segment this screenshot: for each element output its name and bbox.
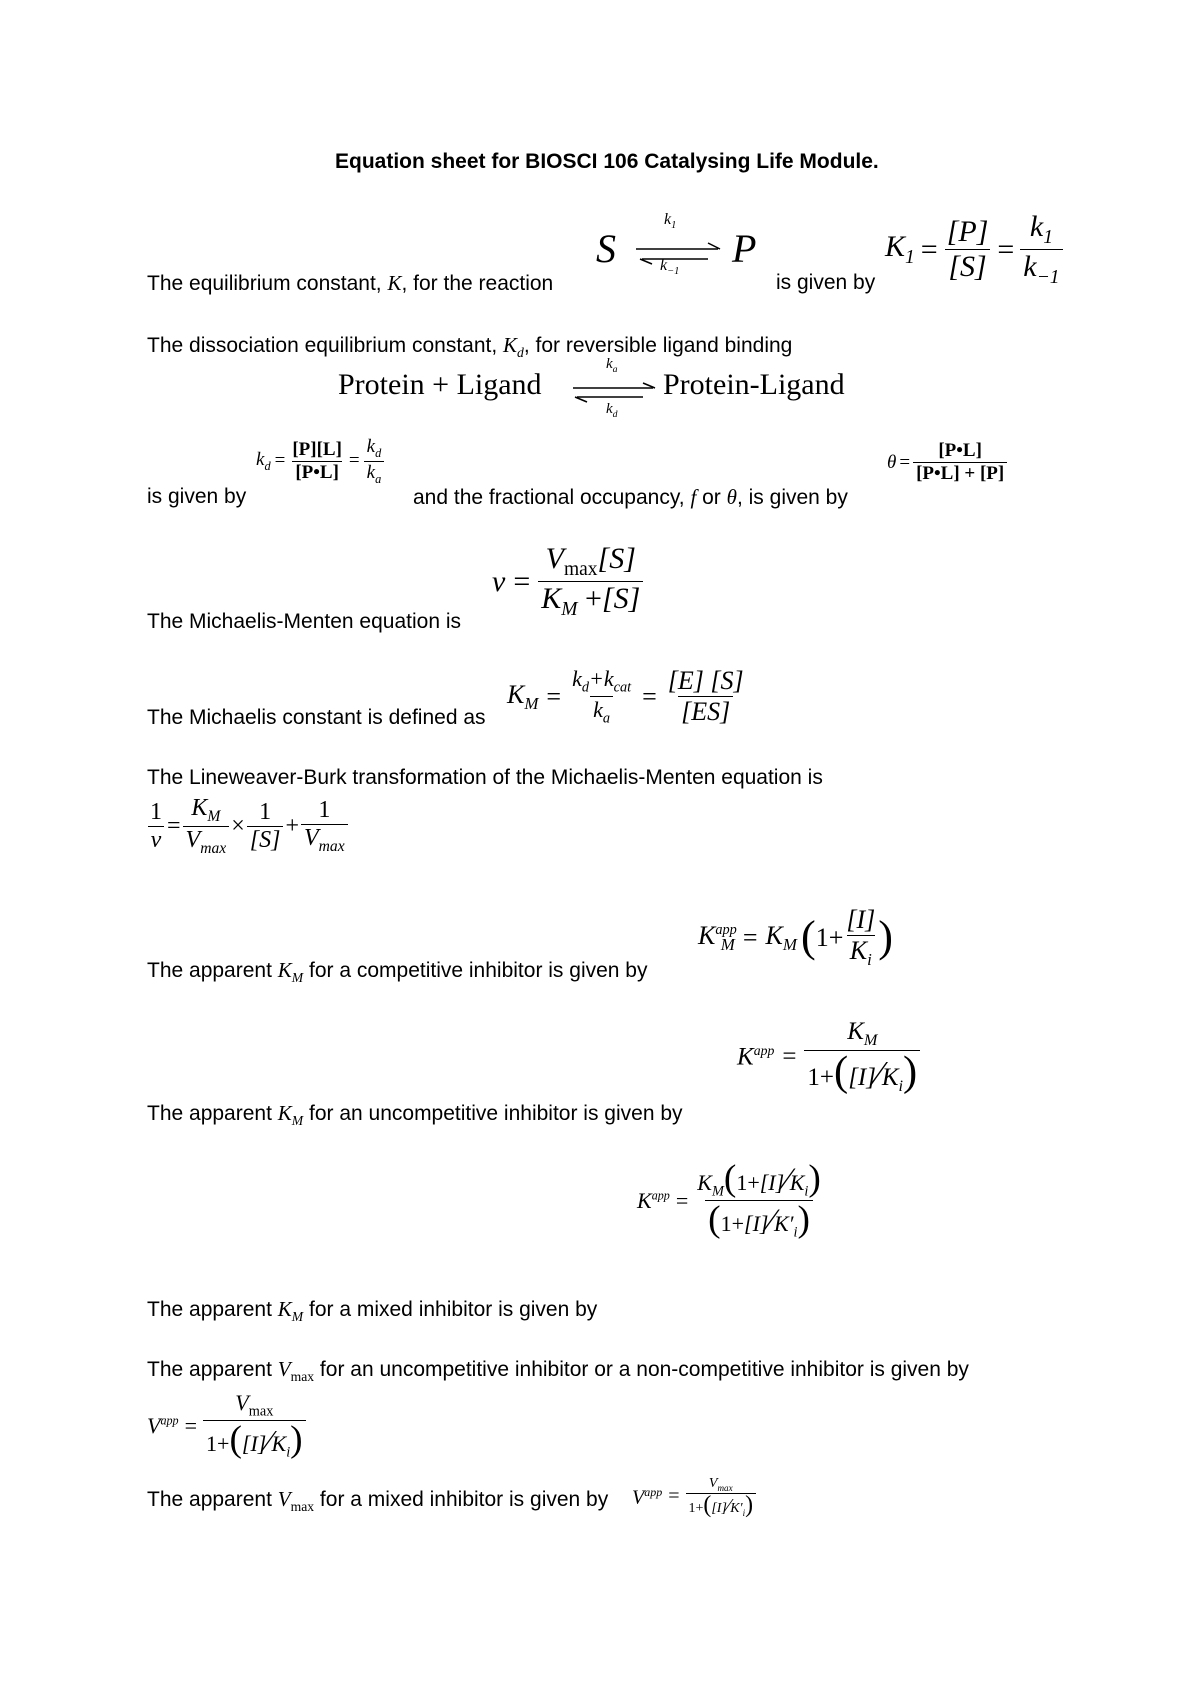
- mixed-equation: $K^{app}$ = $\frac{K_M(1+[I]⁄K_i)}{(1+[I]⁄K'_i)}$: [637, 1158, 821, 1241]
- lineweaver-label: The Lineweaver-Burk transformation of the Michaelis-Menten equation is: [147, 766, 823, 789]
- vmax-uncompetitive-text: The apparent $V_{max}$ for an uncompetitive inhibitor or a non-competitive inhibitor is given by: [147, 1357, 969, 1385]
- km1-label: $k_{-1}$: [660, 257, 680, 278]
- competitive-text: The apparent $K_M$ for a competitive inhibitor is given by: [147, 958, 648, 986]
- equilibrium-text: [147, 271, 553, 296]
- reactant-s: S: [596, 226, 616, 271]
- uncompetitive-equation: $K^{app}$ = $\frac{K_M}{1+([I]⁄K_i)}$: [737, 1018, 920, 1096]
- k-symbol: K: [387, 271, 402, 295]
- uncompetitive-text: The apparent $K_M$ for an uncompetitive inhibitor is given by: [147, 1101, 683, 1129]
- fractional-text: and the fractional occupancy, f or θ, is given by: [413, 485, 848, 509]
- vmax-mixed-text: The apparent $V_{max}$ for a mixed inhibitor is given by: [147, 1487, 609, 1515]
- equilibrium-mid: , for the reaction: [401, 272, 554, 295]
- theta-equation: θ = $\frac{[P•L]}{[P•L] + [P]}$: [887, 440, 1007, 485]
- mixed-text: The apparent $K_M$ for a mixed inhibitor is given by: [147, 1297, 598, 1325]
- protein-ligand-left: Protein + Ligand: [338, 368, 542, 401]
- is-given-by-1: is given by: [776, 271, 876, 294]
- k1-equation: $K_1$ = $\frac{[P]}{[S]}$ = $\frac{k_1}{k_{-1}}$: [885, 210, 1063, 289]
- ka-label: $k_a$: [606, 356, 618, 375]
- competitive-equation: $K^{app}_M$ = $K_M$ ( 1 + $\frac{[I]}{K_i}$ ): [698, 905, 893, 970]
- page-title: Equation sheet for BIOSCI 106 Catalysing Life Module.: [335, 150, 879, 173]
- kd-equation: $k_d$ = $\frac{[P][L]}{[P•L]}$ = $\frac{k_d}{k_a}$: [256, 436, 384, 487]
- vmax-uncompetitive-equation: $V^{app}$ = $\frac{V_{max}}{1+([I]⁄K_i)}$: [147, 1390, 306, 1462]
- dissociation-text: The dissociation equilibrium constant, $K_d$, for reversible ligand binding: [147, 333, 793, 361]
- reaction-s-p: [596, 211, 766, 285]
- mm-equation-label: The Michaelis-Menten equation is: [147, 610, 461, 633]
- mm-constant-label: The Michaelis constant is defined as: [147, 706, 486, 729]
- km-definition: $K_M$ = $\frac{k_d+k_{cat}}{k_a}$ = $\frac{[E] [S]}{[ES]}$: [507, 666, 744, 727]
- kd-label: $k_d$: [606, 401, 618, 420]
- equilibrium-label: The equilibrium constant,: [147, 272, 388, 295]
- vmax-mixed-equation: $V^{app}$ = $\frac{V_{max}}{1+([I]⁄K'_i)}$: [632, 1476, 756, 1518]
- lineweaver-equation: $\frac{1}{v}$ = $\frac{K_M}{V_{max}}$ × $\frac{1}{[S]}$ + $\frac{1}{V_{max}}$: [147, 795, 348, 858]
- binding-reaction: [338, 356, 878, 420]
- protein-ligand-right: Protein-Ligand: [663, 368, 845, 401]
- k1-label: $k_1$: [664, 211, 677, 232]
- mm-equation: v = $\frac{V_{max}[S]}{K_M +[S]}$: [492, 542, 643, 621]
- product-p: P: [732, 226, 757, 271]
- is-given-by-2: is given by: [147, 485, 247, 508]
